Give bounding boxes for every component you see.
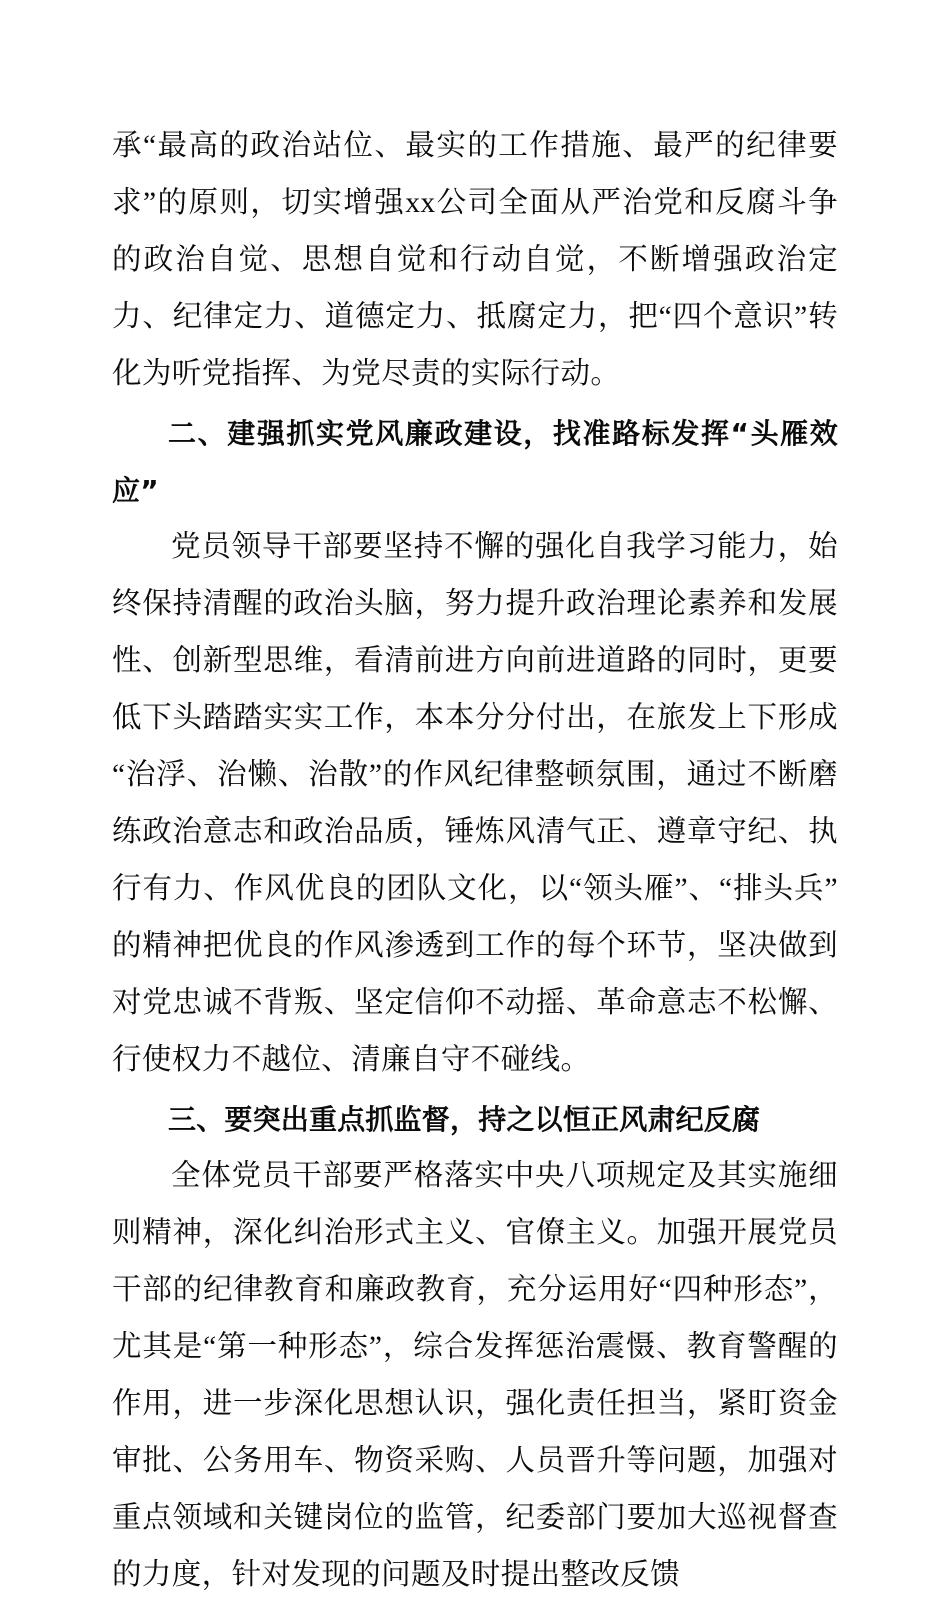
document-body bbox=[112, 118, 838, 1604]
section-heading-2: 二、建强抓实党风廉政建设，找准路标发挥“头雁效应” bbox=[112, 417, 838, 507]
section-heading-3: 三、要突出重点抓监督，持之以恒正风肃纪反腐 bbox=[168, 1103, 761, 1136]
paragraph-2: 党员领导干部要坚持不懈的强化自我学习能力，始终保持清醒的政治头脑，努力提升政治理论素养和发展性、创新型思维，看清前进方向前进道路的同时，更要低下头踏踏实实工作，本本分分付出，在旅发上下形成“治浮、治懒、治散”的作风纪律整顿氛围，通过不断磨练政治意志和政治品质，锤炼风清气正、遵章守纪、执行有力、作风优良的团队文化，以“领头雁”、“排头兵”的精神把优良的作风渗透到工作的每个环节，坚决做到对党忠诚不背叛、坚定信仰不动摇、革命意志不松懈、行使权力不越位、清廉自守不碰线。 bbox=[112, 531, 838, 1076]
paragraph-1: 承“最高的政治站位、最实的工作措施、最严的纪律要求”的原则，切实增强xx公司全面从严治党和反腐斗争的政治自觉、思想自觉和行动自觉，不断增强政治定力、纪律定力、道德定力、抵腐定力，把“四个意识”转化为听党指挥、为党尽责的实际行动。 bbox=[112, 130, 838, 390]
paragraph-3: 全体党员干部要严格落实中央八项规定及其实施细则精神，深化纠治形式主义、官僚主义。加强开展党员干部的纪律教育和廉政教育，充分运用好“四种形态”，尤其是“第一种形态”，综合发挥惩治震慑、教育警醒的作用，进一步深化思想认识，强化责任担当，紧盯资金审批、公务用车、物资采购、人员晋升等问题，加强对重点领域和关键岗位的监管，纪委部门要加大巡视督查的力度，针对发现的问题及时提出整改反馈 bbox=[112, 1160, 838, 1591]
